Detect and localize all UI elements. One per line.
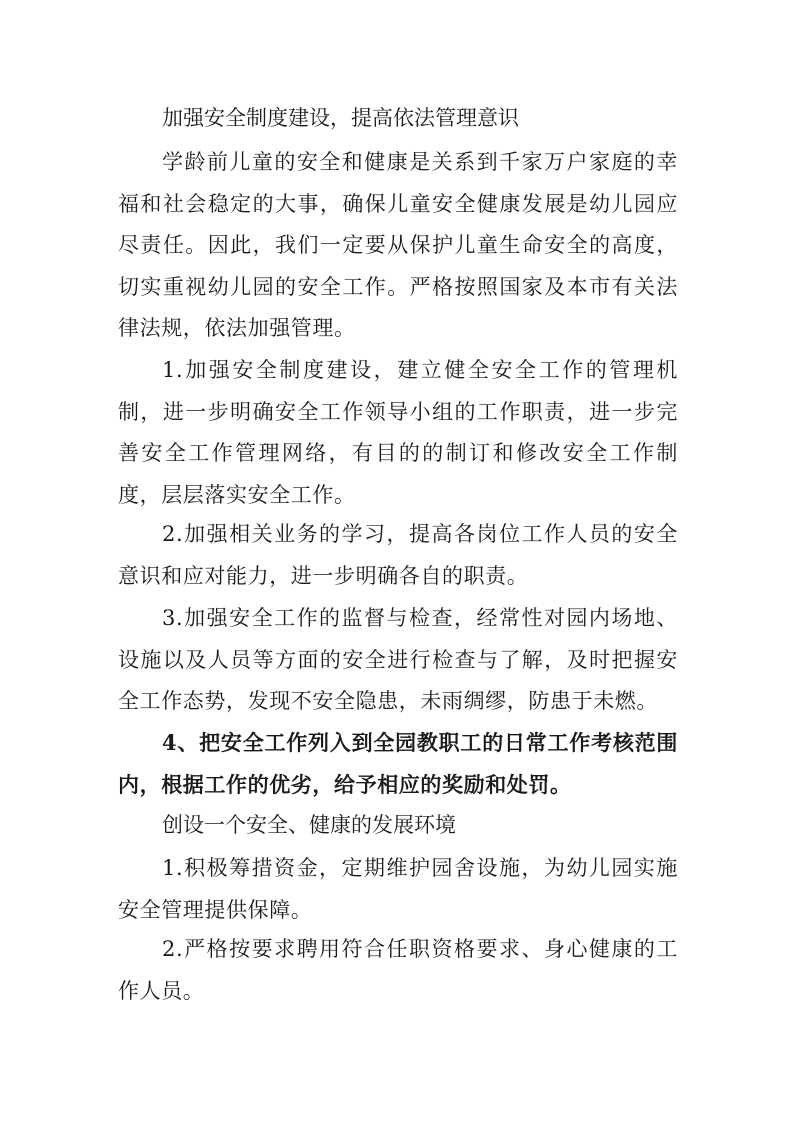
- list-item-2: 2.加强相关业务的学习，提高各岗位工作人员的安全意识和应对能力，进一步明确各自的职责。: [118, 522, 678, 588]
- list-item-6: 2.严格按要求聘用符合任职资格要求、身心健康的工作人员。: [118, 937, 678, 1003]
- intro-paragraph: 学龄前儿童的安全和健康是关系到千家万户家庭的幸福和社会稳定的大事，确保儿童安全健康发展是幼儿园应尽责任。因此，我们一定要从保护儿童生命安全的高度，切实重视幼儿园的安全工作。严格按照国家及本市有关法律法规，依法加强管理。: [118, 150, 678, 340]
- list-item-1: 1.加强安全制度建设，建立健全安全工作的管理机制，进一步明确安全工作领导小组的工作职责，进一步完善安全工作管理网络，有目的的制订和修改安全工作制度，层层落实安全工作。: [118, 358, 678, 507]
- list-item-5: 1.积极筹措资金，定期维护园舍设施，为幼儿园实施安全管理提供保障。: [118, 856, 678, 922]
- list-item-3: 3.加强安全工作的监督与检查，经常性对园内场地、设施以及人员等方面的安全进行检查与了解，及时把握安全工作态势，发现不安全隐患，未雨绸缪，防患于未燃。: [118, 606, 678, 713]
- section-heading-environment: 创设一个安全、健康的发展环境: [162, 813, 456, 837]
- list-item-4: 4、把安全工作列入到全园教职工的日常工作考核范围内，根据工作的优劣，给予相应的奖励和处罚。: [118, 730, 678, 797]
- section-heading-safety-system: 加强安全制度建设，提高依法管理意识: [162, 106, 519, 130]
